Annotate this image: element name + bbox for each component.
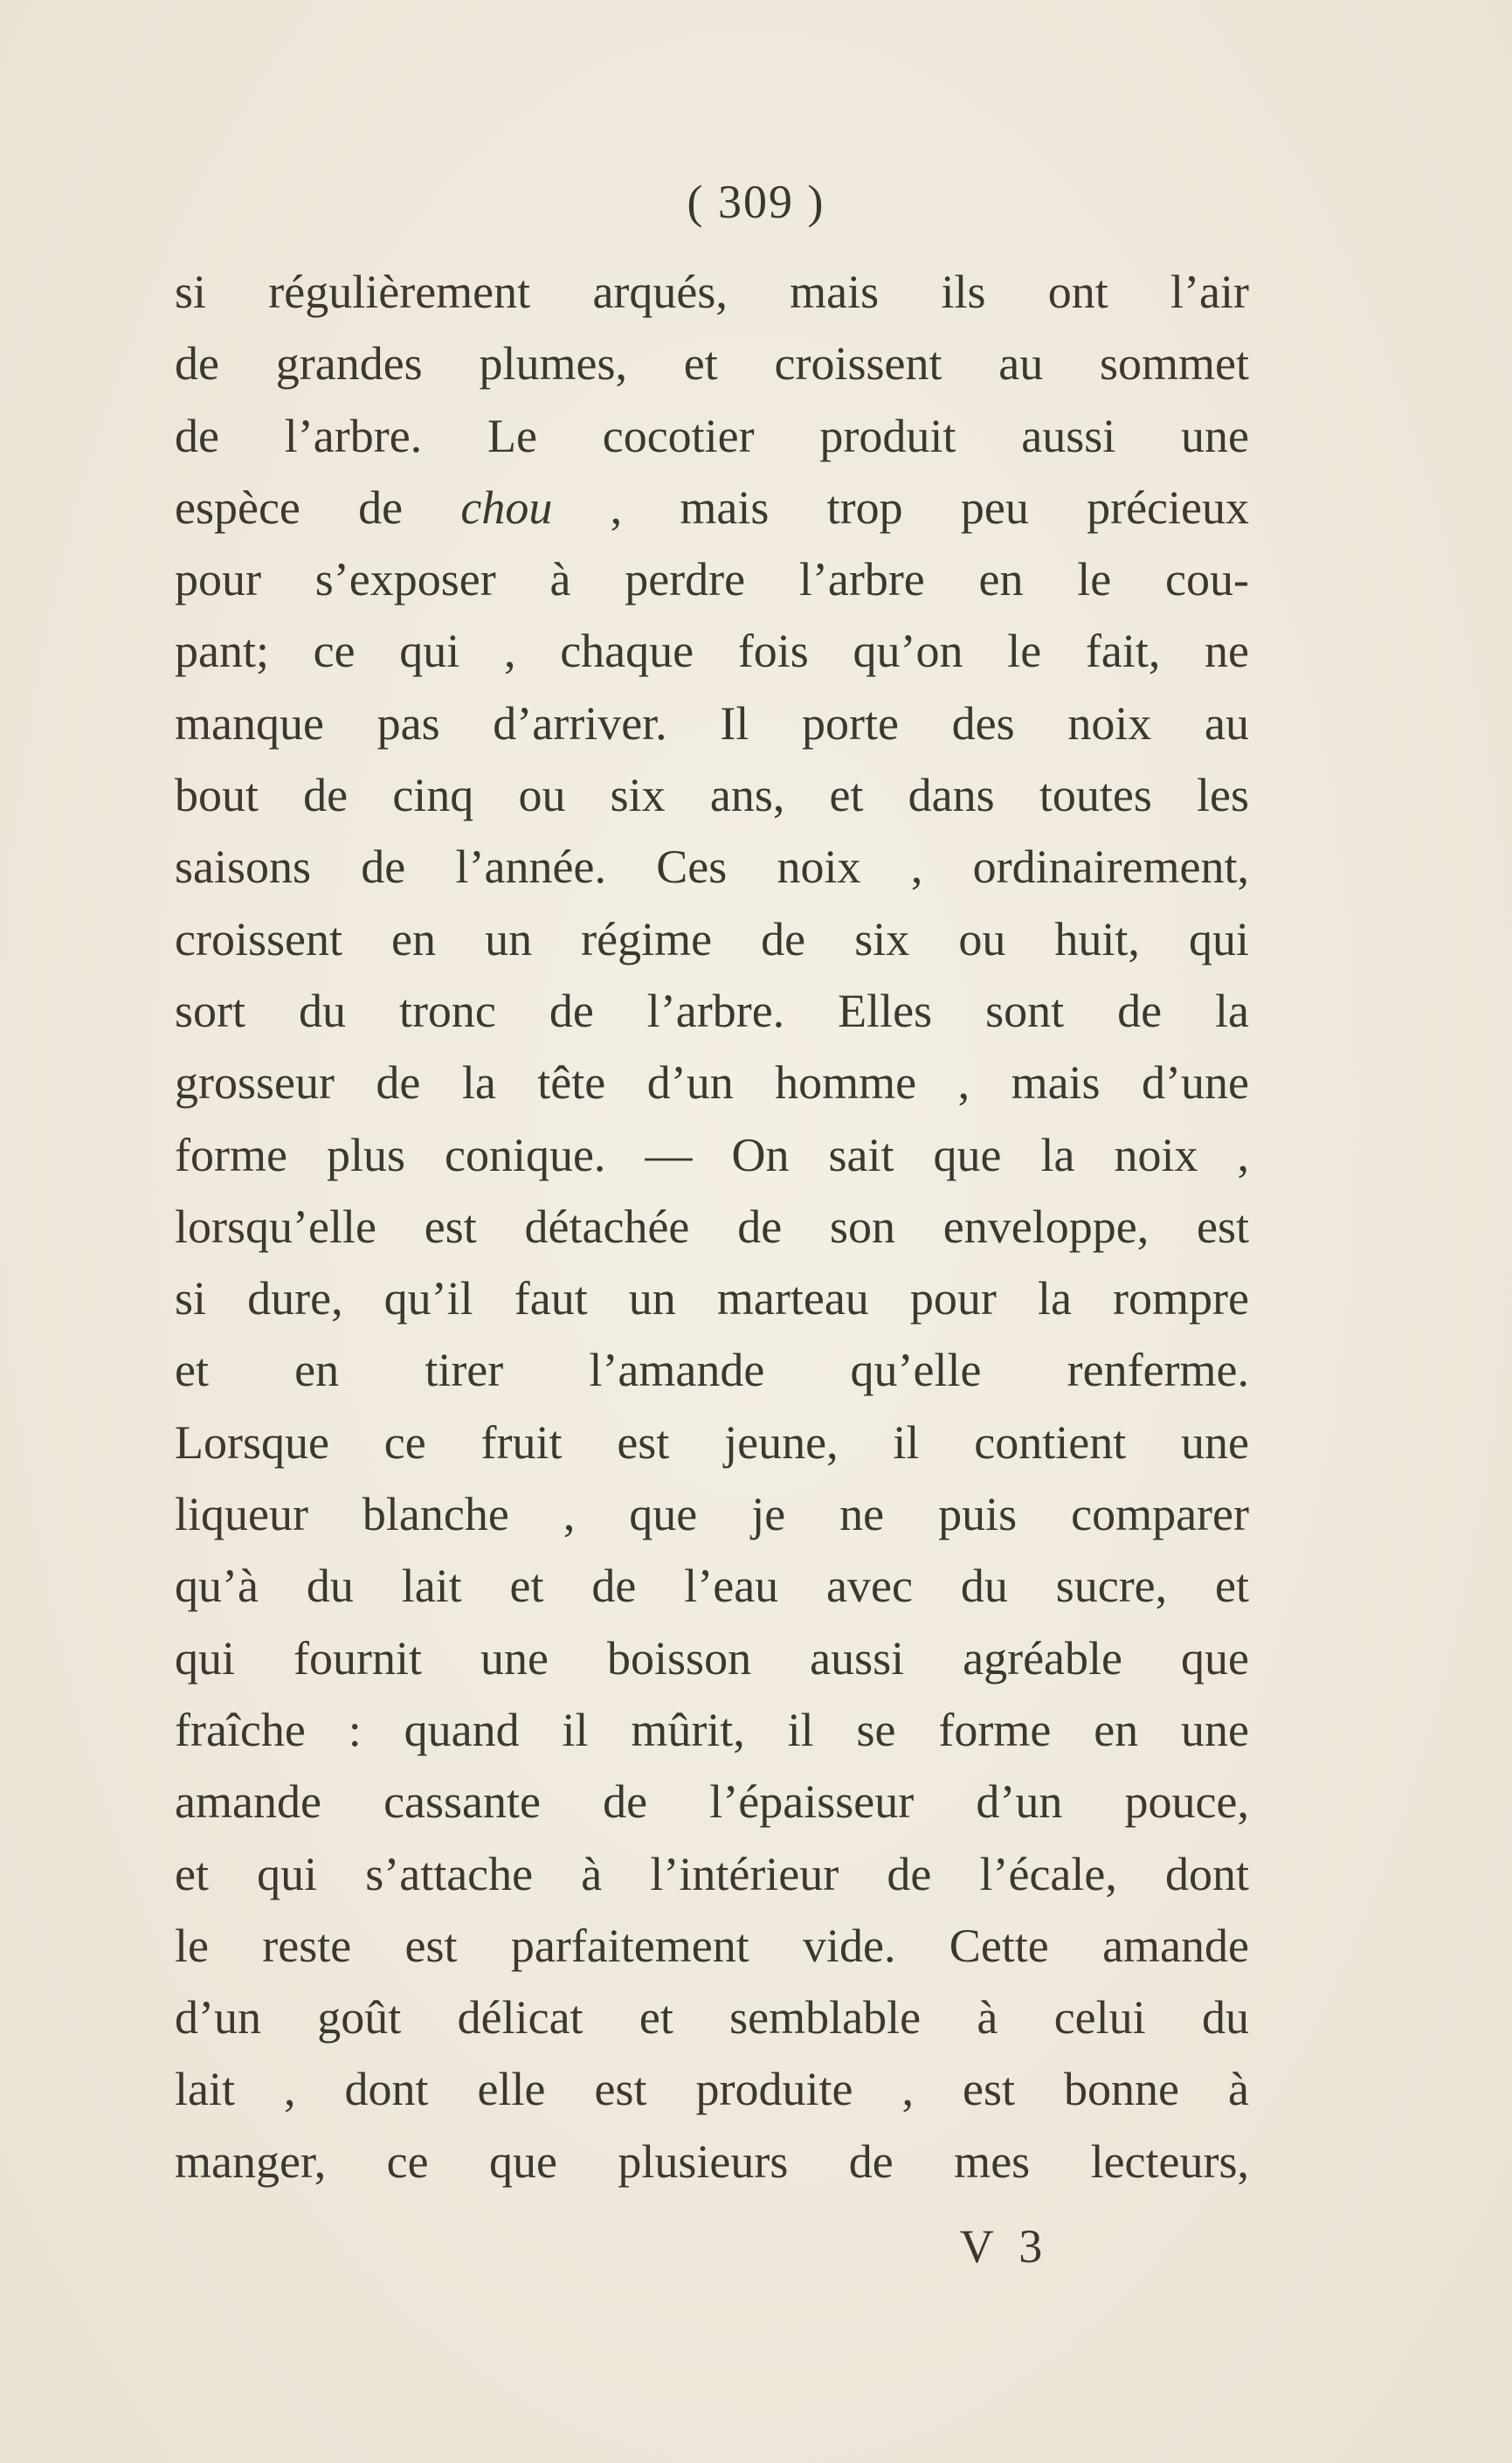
- text-line: pour s’exposer à perdre l’arbre en le cou-: [175, 553, 1249, 606]
- text-line: pant; ce qui , chaque fois qu’on le fait, ne: [175, 625, 1249, 678]
- text-line: grosseur de la tête d’un homme , mais d’une: [175, 1056, 1249, 1110]
- signature-mark: V 3: [959, 2220, 1050, 2273]
- text-line: sort du tronc de l’arbre. Elles sont de la: [175, 984, 1249, 1037]
- text-line: fraîche : quand il mûrit, il se forme en une: [175, 1703, 1249, 1756]
- text-line: saisons de l’année. Ces noix , ordinairement,: [175, 841, 1249, 894]
- text-line: de grandes plumes, et croissent au sommet: [175, 337, 1249, 391]
- text-line: le reste est parfaitement vide. Cette amande: [175, 1919, 1249, 1972]
- text-line: liqueur blanche , que je ne puis comparer: [175, 1488, 1249, 1541]
- text-line: espèce de chou , mais trop peu précieux: [175, 481, 1249, 534]
- text-line: lorsqu’elle est détachée de son enveloppe, est: [175, 1200, 1249, 1253]
- body-text: [175, 256, 1249, 2197]
- text-line: bout de cinq ou six ans, et dans toutes les: [175, 769, 1249, 822]
- text-line: lait , dont elle est produite , est bonne à: [175, 2063, 1249, 2116]
- text-line: manger, ce que plusieurs de mes lecteurs,: [175, 2134, 1249, 2188]
- text-line: et qui s’attache à l’intérieur de l’écale, dont: [175, 1847, 1249, 1900]
- text-line: si régulièrement arqués, mais ils ont l’air: [175, 266, 1249, 318]
- page-number-header: ( 309 ): [687, 176, 825, 228]
- text-line: et en tirer l’amande qu’elle renferme.: [175, 1344, 1249, 1397]
- text-line: qui fournit une boisson aussi agréable que: [175, 1631, 1249, 1685]
- text-line: de l’arbre. Le cocotier produit aussi une: [175, 409, 1249, 462]
- italic-word: chou: [460, 481, 553, 534]
- text-line: croissent en un régime de six ou huit, qui: [175, 912, 1249, 965]
- text-line: d’un goût délicat et semblable à celui du: [175, 1991, 1249, 2044]
- text-line: forme plus conique. — On sait que la noix ,: [175, 1128, 1249, 1181]
- text-line: qu’à du lait et de l’eau avec du sucre, et: [175, 1560, 1249, 1613]
- text-line: manque pas d’arriver. Il porte des noix au: [175, 696, 1249, 750]
- text-line: amande cassante de l’épaisseur d’un pouce,: [175, 1775, 1249, 1829]
- text-line: si dure, qu’il faut un marteau pour la rompre: [175, 1272, 1249, 1325]
- text-line: Lorsque ce fruit est jeune, il contient une: [175, 1415, 1249, 1469]
